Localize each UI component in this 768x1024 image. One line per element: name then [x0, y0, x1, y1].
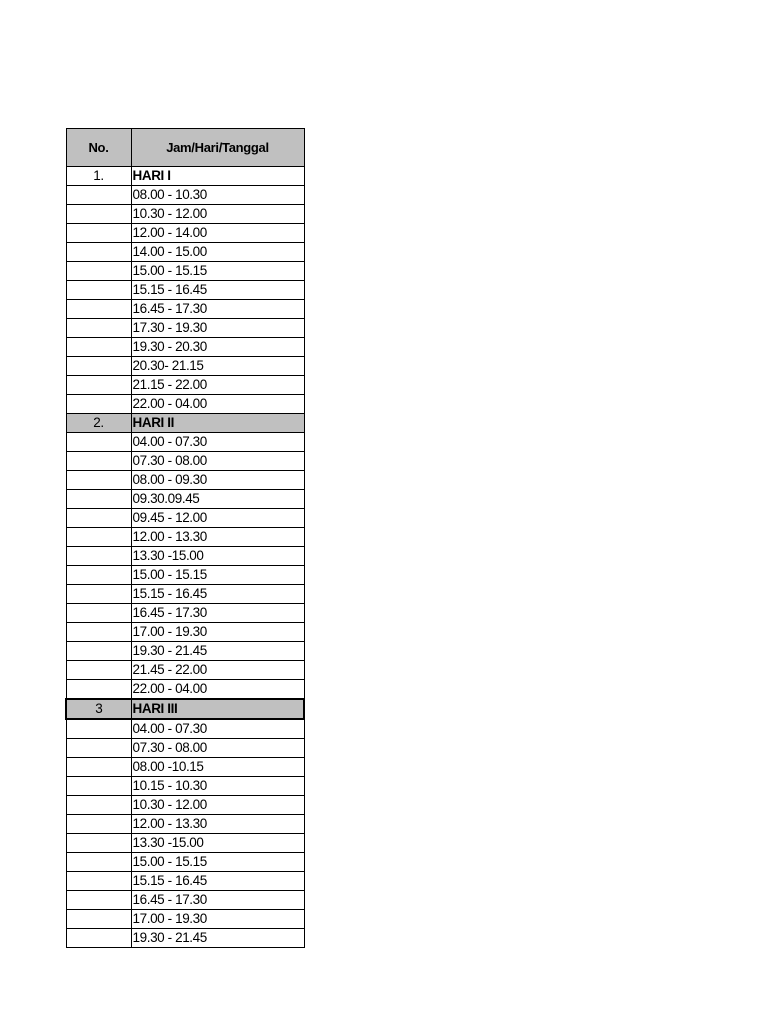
- row-number-cell: [66, 891, 131, 910]
- table-row: [66, 300, 304, 319]
- table-row: [66, 281, 304, 300]
- row-number-cell: [66, 910, 131, 929]
- table-row: [66, 186, 304, 205]
- row-number-cell: [66, 205, 131, 224]
- row-number-cell: [66, 547, 131, 566]
- row-number-cell: [66, 281, 131, 300]
- table-row: [66, 471, 304, 490]
- time-range-cell: 19.30 - 20.30: [131, 338, 304, 357]
- time-range-cell: 15.15 - 16.45: [131, 872, 304, 891]
- time-range-cell: 07.30 - 08.00: [131, 452, 304, 471]
- time-range-cell: 16.45 - 17.30: [131, 300, 304, 319]
- day-header-row: [66, 167, 304, 186]
- table-row: [66, 509, 304, 528]
- row-number-cell: [66, 262, 131, 281]
- time-range-cell: 17.00 - 19.30: [131, 910, 304, 929]
- day-label-cell: HARI II: [131, 414, 304, 433]
- time-range-cell: 12.00 - 13.30: [131, 815, 304, 834]
- row-number-cell: [66, 319, 131, 338]
- table-row: [66, 853, 304, 872]
- schedule-table: [65, 128, 305, 948]
- time-range-cell: 08.00 - 10.30: [131, 186, 304, 205]
- row-number-cell: [66, 376, 131, 395]
- table-row: [66, 910, 304, 929]
- time-range-cell: 17.00 - 19.30: [131, 623, 304, 642]
- time-range-cell: 16.45 - 17.30: [131, 604, 304, 623]
- table-row: [66, 224, 304, 243]
- time-range-cell: 17.30 - 19.30: [131, 319, 304, 338]
- table-row: [66, 739, 304, 758]
- row-number-cell: [66, 777, 131, 796]
- table-row: [66, 338, 304, 357]
- row-number-cell: [66, 758, 131, 777]
- time-range-cell: 15.00 - 15.15: [131, 262, 304, 281]
- row-number-cell: [66, 243, 131, 262]
- header-row: [66, 129, 304, 167]
- time-range-cell: 22.00 - 04.00: [131, 680, 304, 700]
- row-number-cell: 1.: [66, 167, 131, 186]
- time-range-cell: 16.45 - 17.30: [131, 891, 304, 910]
- time-range-cell: 15.15 - 16.45: [131, 281, 304, 300]
- day-header-row: [66, 414, 304, 433]
- time-range-cell: 09.30.09.45: [131, 490, 304, 509]
- day-header-row: [66, 699, 304, 719]
- row-number-cell: [66, 929, 131, 948]
- table-row: [66, 834, 304, 853]
- table-row: [66, 566, 304, 585]
- row-number-cell: [66, 623, 131, 642]
- row-number-cell: [66, 642, 131, 661]
- time-range-cell: 20.30- 21.15: [131, 357, 304, 376]
- time-range-cell: 04.00 - 07.30: [131, 719, 304, 739]
- time-range-cell: 04.00 - 07.30: [131, 433, 304, 452]
- table-row: [66, 319, 304, 338]
- time-range-cell: 08.00 -10.15: [131, 758, 304, 777]
- time-range-cell: 21.45 - 22.00: [131, 661, 304, 680]
- time-range-cell: 07.30 - 08.00: [131, 739, 304, 758]
- table-row: [66, 490, 304, 509]
- row-number-cell: [66, 834, 131, 853]
- time-range-cell: 10.30 - 12.00: [131, 796, 304, 815]
- row-number-cell: [66, 490, 131, 509]
- schedule-body: [66, 167, 304, 948]
- table-row: [66, 777, 304, 796]
- time-range-cell: 15.00 - 15.15: [131, 566, 304, 585]
- row-number-cell: [66, 433, 131, 452]
- time-range-cell: 12.00 - 13.30: [131, 528, 304, 547]
- row-number-cell: [66, 186, 131, 205]
- row-number-cell: [66, 680, 131, 700]
- table-row: [66, 891, 304, 910]
- table-row: [66, 357, 304, 376]
- table-row: [66, 929, 304, 948]
- table-row: [66, 872, 304, 891]
- table-row: [66, 433, 304, 452]
- row-number-cell: 2.: [66, 414, 131, 433]
- time-range-cell: 09.45 - 12.00: [131, 509, 304, 528]
- table-row: [66, 528, 304, 547]
- table-row: [66, 758, 304, 777]
- table-row: [66, 623, 304, 642]
- table-row: [66, 262, 304, 281]
- table-row: [66, 796, 304, 815]
- time-range-cell: 21.15 - 22.00: [131, 376, 304, 395]
- header-no: No.: [66, 129, 131, 167]
- row-number-cell: [66, 796, 131, 815]
- table-row: [66, 642, 304, 661]
- table-row: [66, 452, 304, 471]
- table-row: [66, 376, 304, 395]
- header-jam-hari-tanggal: Jam/Hari/Tanggal: [131, 129, 304, 167]
- row-number-cell: [66, 528, 131, 547]
- row-number-cell: [66, 739, 131, 758]
- row-number-cell: [66, 357, 131, 376]
- row-number-cell: [66, 566, 131, 585]
- table-row: [66, 719, 304, 739]
- row-number-cell: 3: [66, 699, 131, 719]
- table-row: [66, 661, 304, 680]
- time-range-cell: 15.00 - 15.15: [131, 853, 304, 872]
- time-range-cell: 14.00 - 15.00: [131, 243, 304, 262]
- time-range-cell: 19.30 - 21.45: [131, 642, 304, 661]
- time-range-cell: 10.15 - 10.30: [131, 777, 304, 796]
- table-row: [66, 205, 304, 224]
- row-number-cell: [66, 872, 131, 891]
- time-range-cell: 13.30 -15.00: [131, 834, 304, 853]
- table-row: [66, 243, 304, 262]
- row-number-cell: [66, 585, 131, 604]
- time-range-cell: 22.00 - 04.00: [131, 395, 304, 414]
- row-number-cell: [66, 395, 131, 414]
- table-row: [66, 395, 304, 414]
- row-number-cell: [66, 452, 131, 471]
- row-number-cell: [66, 719, 131, 739]
- time-range-cell: 10.30 - 12.00: [131, 205, 304, 224]
- row-number-cell: [66, 300, 131, 319]
- row-number-cell: [66, 338, 131, 357]
- table-row: [66, 585, 304, 604]
- time-range-cell: 12.00 - 14.00: [131, 224, 304, 243]
- row-number-cell: [66, 815, 131, 834]
- row-number-cell: [66, 604, 131, 623]
- time-range-cell: 08.00 - 09.30: [131, 471, 304, 490]
- table-row: [66, 604, 304, 623]
- row-number-cell: [66, 471, 131, 490]
- day-label-cell: HARI III: [131, 699, 304, 719]
- row-number-cell: [66, 853, 131, 872]
- table-row: [66, 547, 304, 566]
- row-number-cell: [66, 509, 131, 528]
- table-row: [66, 680, 304, 700]
- time-range-cell: 15.15 - 16.45: [131, 585, 304, 604]
- day-label-cell: HARI I: [131, 167, 304, 186]
- time-range-cell: 13.30 -15.00: [131, 547, 304, 566]
- row-number-cell: [66, 661, 131, 680]
- row-number-cell: [66, 224, 131, 243]
- time-range-cell: 19.30 - 21.45: [131, 929, 304, 948]
- table-row: [66, 815, 304, 834]
